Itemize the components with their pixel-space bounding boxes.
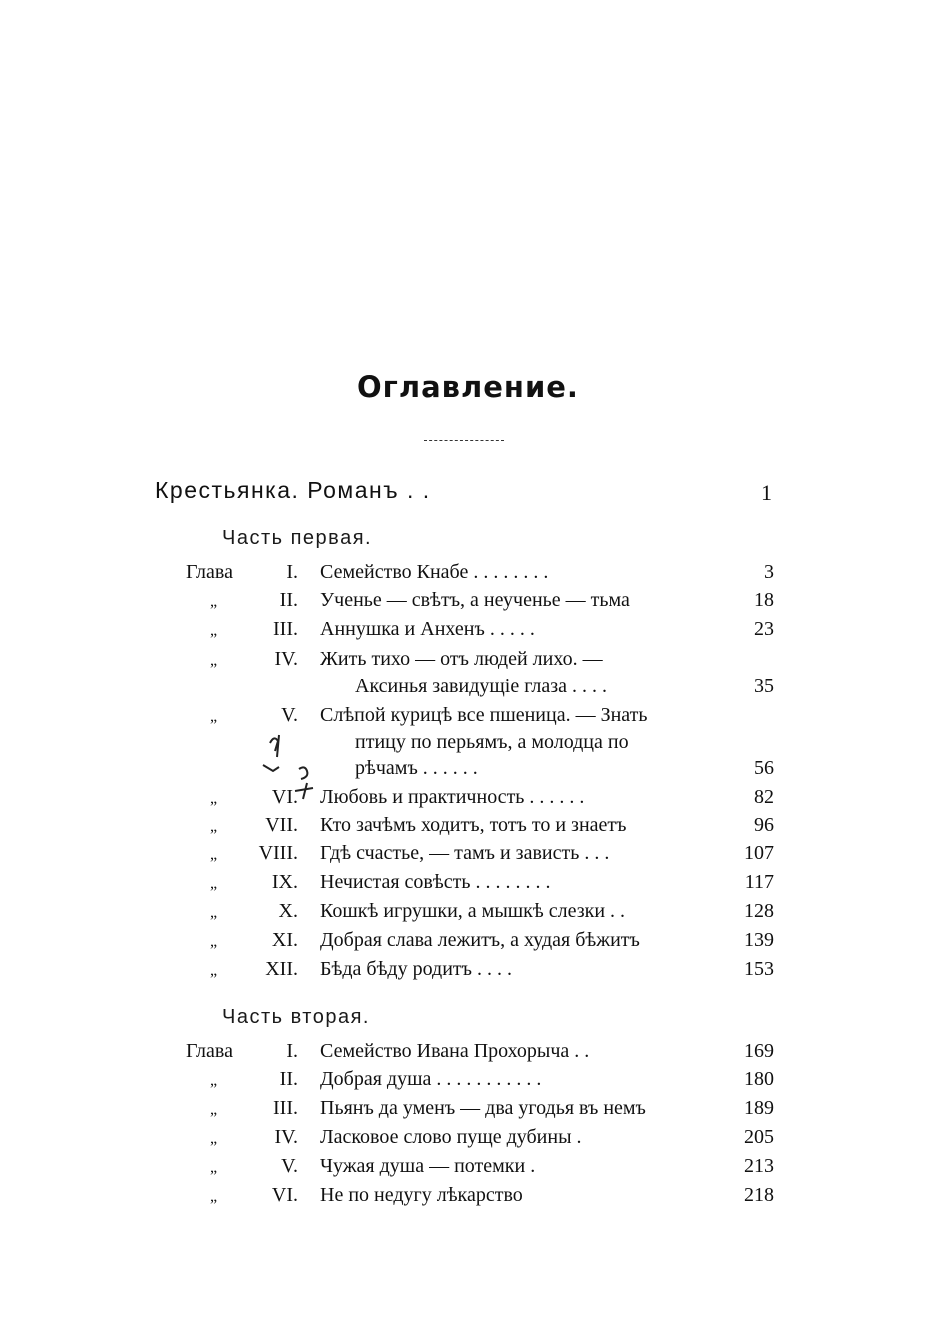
page-number: 56	[754, 757, 774, 779]
chapter-title: Слѣпой курицѣ все пшеница. — Знать	[320, 704, 648, 726]
chapter-title: Аннушка и Анхенъ . . . . .	[320, 618, 535, 640]
chapter-title: Бѣда бѣду родитъ . . . .	[320, 958, 512, 980]
chapter-title: Семейство Кнабе . . . . . . . .	[320, 561, 549, 583]
page-number: 82	[754, 786, 774, 808]
chapter-number: I.	[286, 1040, 298, 1062]
chapter-prefix: Глава	[186, 1040, 233, 1062]
chapter-title: Добрая душа . . . . . . . . . . .	[320, 1068, 542, 1090]
chapter-number: IV.	[274, 1126, 298, 1148]
page-number: 18	[754, 589, 774, 611]
ditto-mark: „	[210, 708, 218, 725]
ditto-mark: „	[210, 904, 218, 921]
page-number: 3	[764, 561, 774, 583]
chapter-number: II.	[279, 1068, 298, 1090]
chapter-number: VIII.	[258, 842, 298, 864]
page-title: Оглавление.	[357, 370, 579, 404]
ditto-mark: „	[210, 790, 218, 807]
chapter-title: Ласковое слово пуще дубины .	[320, 1126, 582, 1148]
chapter-number: XII.	[265, 958, 298, 980]
ditto-mark: „	[210, 962, 218, 979]
ditto-mark: „	[210, 652, 218, 669]
ditto-mark: „	[210, 818, 218, 835]
chapter-number: V.	[281, 1155, 298, 1177]
ditto-mark: „	[210, 1072, 218, 1089]
ditto-mark: „	[210, 1101, 218, 1118]
page-number: 117	[744, 871, 774, 893]
ditto-mark: „	[210, 1159, 218, 1176]
page-number: 96	[754, 814, 774, 836]
chapter-number: IX.	[271, 871, 298, 893]
chapter-number: I.	[286, 561, 298, 583]
chapter-title-line: рѣчамъ . . . . . .	[355, 757, 478, 779]
chapter-prefix: Глава	[186, 561, 233, 583]
page-number: 139	[744, 929, 774, 951]
chapter-number: III.	[273, 1097, 298, 1119]
handwritten-marks	[255, 725, 345, 805]
ditto-mark: „	[210, 933, 218, 950]
chapter-title: Семейство Ивана Прохорыча . .	[320, 1040, 590, 1062]
chapter-title: Нечистая совѣсть . . . . . . . .	[320, 871, 551, 893]
page-number: 128	[744, 900, 774, 922]
page-number: 218	[744, 1184, 774, 1206]
chapter-title: Любовь и практичность . . . . . .	[320, 786, 585, 808]
chapter-number: VII.	[265, 814, 298, 836]
chapter-title: Кошкѣ игрушки, а мышкѣ слезки . .	[320, 900, 626, 922]
ditto-mark: „	[210, 1130, 218, 1147]
chapter-title-line: птицу по перьямъ, а молодца по	[355, 731, 629, 753]
chapter-number: IV.	[274, 648, 298, 670]
work-page-number: 1	[761, 480, 772, 505]
chapter-title: Пьянъ да уменъ — два угодья въ немъ	[320, 1097, 646, 1119]
chapter-number: VI.	[271, 1184, 298, 1206]
chapter-number: III.	[273, 618, 298, 640]
chapter-number: VI.	[271, 786, 298, 808]
chapter-title: Жить тихо — отъ людей лихо. —	[320, 648, 603, 670]
chapter-title: Добрая слава лежитъ, а худая бѣжитъ	[320, 929, 640, 951]
page-number: 180	[744, 1068, 774, 1090]
page-number: 189	[744, 1097, 774, 1119]
page-number: 153	[744, 958, 774, 980]
chapter-title: Гдѣ счастье, — тамъ и зависть . . .	[320, 842, 610, 864]
part-heading: Часть первая.	[222, 527, 373, 549]
ditto-mark: „	[210, 593, 218, 610]
page-number: 35	[754, 675, 774, 697]
chapter-title: Ученье — свѣтъ, а неученье — тьма	[320, 589, 630, 611]
page-number: 213	[744, 1155, 774, 1177]
title-divider	[424, 440, 504, 441]
page-number: 205	[744, 1126, 774, 1148]
chapter-title: Чужая душа — потемки .	[320, 1155, 536, 1177]
page-number: 169	[744, 1040, 774, 1062]
chapter-number: XI.	[271, 929, 298, 951]
ditto-mark: „	[210, 1188, 218, 1205]
page-number: 107	[744, 842, 774, 864]
ditto-mark: „	[210, 622, 218, 639]
page-number: 23	[754, 618, 774, 640]
chapter-title-line: Аксинья завидущіе глаза . . . .	[355, 675, 608, 697]
chapter-number: II.	[279, 589, 298, 611]
work-title: Крестьянка. Романъ . .	[155, 477, 431, 503]
ditto-mark: „	[210, 846, 218, 863]
chapter-number: V.	[281, 704, 298, 726]
part-heading: Часть вторая.	[222, 1006, 370, 1028]
ditto-mark: „	[210, 875, 218, 892]
chapter-title: Не по недугу лѣкарство	[320, 1184, 523, 1206]
chapter-title: Кто зачѣмъ ходитъ, тотъ то и знаетъ	[320, 814, 627, 836]
chapter-number: X.	[278, 900, 298, 922]
